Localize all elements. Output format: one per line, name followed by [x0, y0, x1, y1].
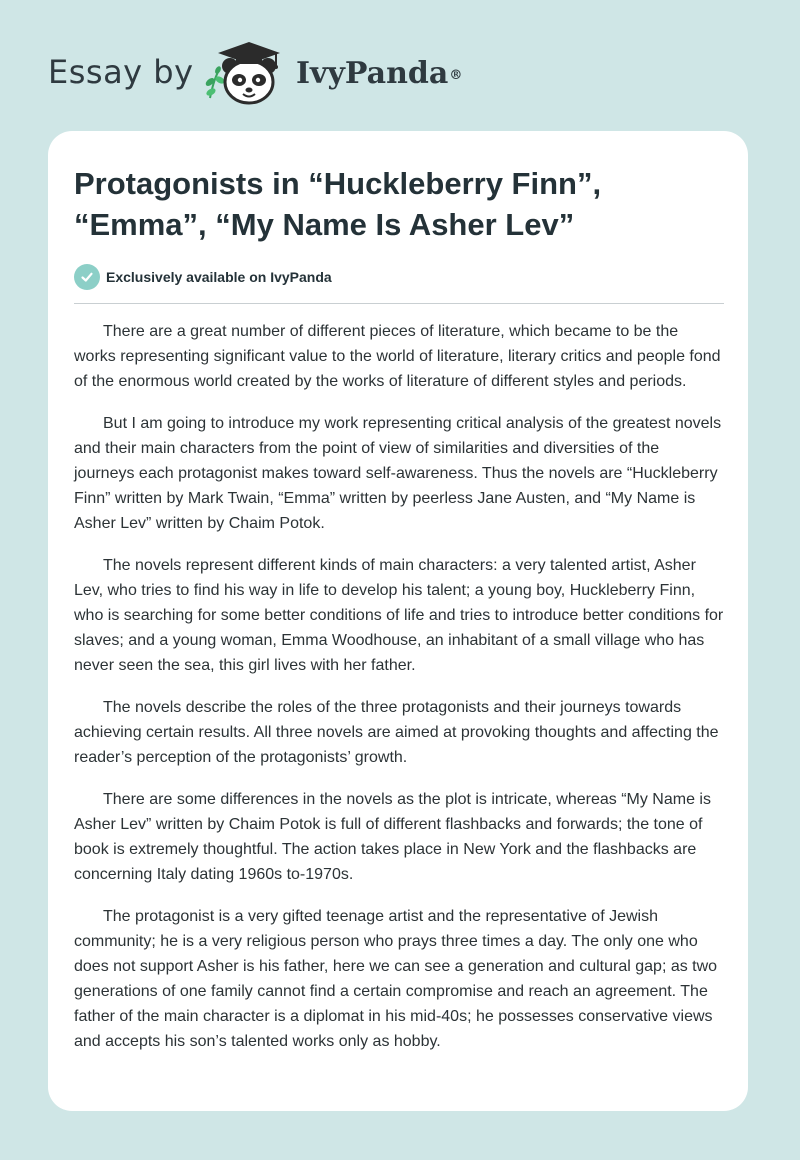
exclusive-label: Exclusively available on IvyPanda — [106, 269, 332, 285]
ivypanda-logo-text[interactable]: IvyPanda® — [296, 56, 463, 91]
leaf-icon — [204, 65, 226, 98]
essay-card — [48, 131, 748, 1111]
graduation-panda-icon[interactable] — [200, 36, 290, 108]
paragraph: The novels describe the roles of the three protagonists and their journeys towards achieving certain results. All three novels are aimed at provoking thoughts and affecting the reader’s perception of the protagonists’ growth. — [74, 699, 719, 766]
site-header — [0, 0, 800, 120]
exclusive-badge — [74, 264, 332, 290]
paragraph: There are a great number of different pieces of literature, which became to be the works representing significant value to the world of literature, literary critics and people fond of the enormous world created by the works of literature of different styles and periods. — [74, 323, 721, 390]
essay-body — [74, 319, 724, 1071]
paragraph: The novels represent different kinds of main characters: a very talented artist, Asher Lev, who tries to find his way in life to develop his talent; a young boy, Huckleberry Finn, who is searching for some better conditions of life and tries to introduce better conditions for slaves; and a young woman, Emma Woodhouse, an inhabitant of a small village who has never seen the sea, this girl lives with her father. — [74, 557, 724, 674]
paragraph: The protagonist is a very gifted teenage artist and the representative of Jewish community; he is a very religious person who prays three times a day. The only one who does not support Asher is his father, here we can see a generation and cultural gap; as two generations of one family cannot find a certain compromise and reach an agreement. The father of the main character is a diplomat in his mid-40s; he possesses conservative views and accepts his son’s talented works only as hobby. — [74, 908, 718, 1050]
paragraph: But I am going to introduce my work representing critical analysis of the greatest novels and their main characters from the point of view of similarities and diversities of the journeys each protagonist makes toward self-awareness. Thus the novels are “Huckleberry Finn” written by Mark Twain, “Emma” written by peerless Jane Austen, and “My Name is Asher Lev” written by Chaim Potok. — [74, 415, 722, 532]
checkmark-icon — [74, 264, 100, 290]
essay-title: Protagonists in “Huckleberry Finn”, “Emma”, “My Name Is Asher Lev” — [74, 166, 602, 242]
paragraph: There are some differences in the novels as the plot is intricate, whereas “My Name is Asher Lev” written by Chaim Potok is full of different flashbacks and forwards; the tone of book is extremely thoughtful. The action takes place in New York and the flashbacks are concerning Italy dating 1960s to-1970s. — [74, 791, 711, 883]
essay-by-label: Essay by — [48, 53, 194, 91]
divider — [74, 303, 724, 304]
